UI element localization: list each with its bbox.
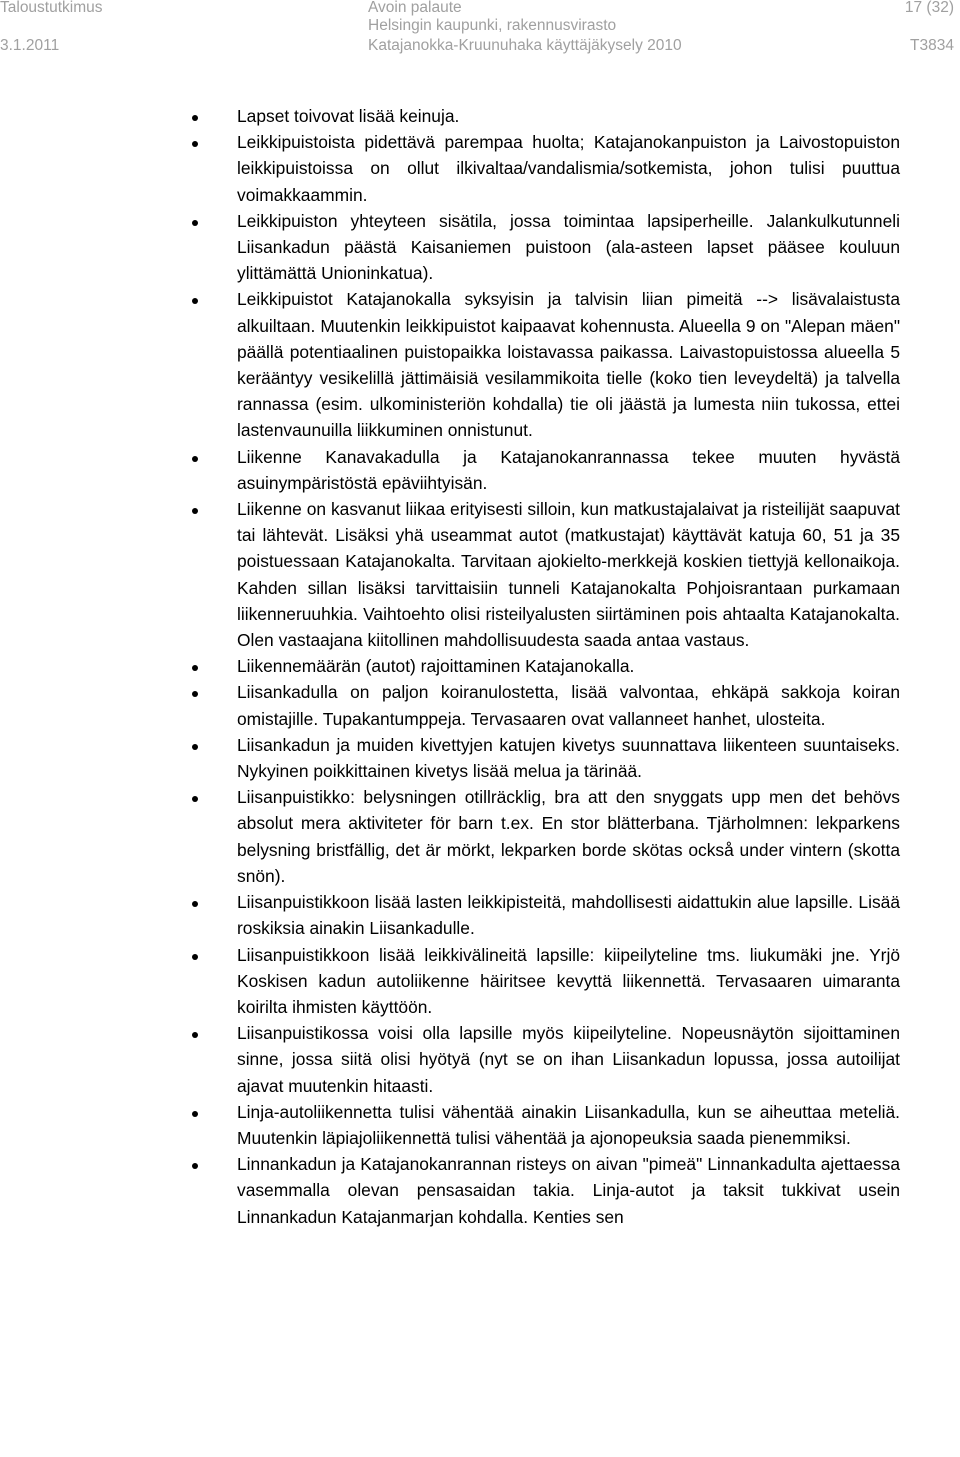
bullet-icon [192, 665, 198, 671]
list-item [192, 496, 900, 653]
bullet-icon [192, 691, 198, 697]
bullet-icon [192, 141, 198, 147]
list-item-text: Linnankadun ja Katajanokanrannan risteys on aivan "pimeä" Linnankadulta ajettaessa vasemmalla olevan pensasaidan takia. Linja-autot ja taksit tukkivat usein Linnankadun Katajanmarjan kohdalla. Kenties sen [237, 1154, 900, 1227]
report-code: T3834 [910, 37, 954, 54]
list-item [192, 129, 900, 208]
list-item [192, 208, 900, 287]
list-item-text: Leikkipuistoista pidettävä parempaa huolta; Katajanokanpuiston ja Laivostopuiston leikkipuistoissa on ollut ilkivaltaa/vandalismia/sotkemista, johon tulisi puuttua voimakkaammin. [237, 132, 900, 205]
list-item-text: Linja-autoliikennetta tulisi vähentää ainakin Liisankadulla, kun se aiheuttaa meteliä. Muutenkin läpiajoliikennettä tulisi vähentää ja ajonopeuksia saada pienemmiksi. [237, 1101, 900, 1148]
list-item [192, 1020, 900, 1099]
feedback-list [192, 103, 900, 1230]
list-item [192, 1151, 900, 1230]
list-item-text: Lapset toivovat lisää keinuja. [237, 106, 460, 126]
list-item-text: Liisanpuistikossa voisi olla lapsille myös kiipeilyteline. Nopeusnäytön sijoittaminen sinne, jossa siitä olisi hyötyä (nyt se on ihan Liisankadun lopussa, jossa autoilijat ajavat muutenkin hitaasti. [237, 1023, 900, 1096]
survey-title: Katajanokka-Kruunuhaka käyttäjäkysely 2010 [368, 37, 682, 54]
list-item-text: Leikkipuiston yhteyteen sisätila, jossa toimintaa lapsiperheille. Jalankulkutunneli Liisankadun päästä Kaisaniemen puistoon (ala-asteen lapset pääsee kouluun ylittämättä Unioninkatua). [237, 210, 900, 284]
list-item [192, 286, 900, 443]
report-date: 3.1.2011 [0, 37, 60, 54]
list-item-text: Liisanpuistikko: belysningen otillräcklig, bra att den snyggats upp men det behövs absolut mera aktiviteter för barn t.ex. En stor blätterbana. Tjärholmnen: lekparkens belysning bristfällig, det är mörkt, lekparken borde skötas också under vintern (skotta snön). [237, 787, 900, 886]
bullet-icon [192, 220, 198, 226]
bullet-icon [192, 744, 198, 750]
list-item [192, 889, 900, 941]
bullet-icon [192, 1111, 198, 1117]
list-item [192, 1099, 900, 1151]
list-item-text: Liisanpuistikkoon lisää leikkivälineitä lapsille: kiipeilyteline tms. liukumäki jne. Yrjö Koskisen kadun autoliikenne häiritsee kevyttä liikennettä. Tervasaaren uimaranta koirilta ihmisten käyttöön. [237, 944, 900, 1017]
list-item-text: Liikenne on kasvanut liikaa erityisesti silloin, kun matkustajalaivat ja risteilijät saapuvat tai lähtevät. Lisäksi yhä useammat autot (matkustajat) käyttävät katuja 60, 51 ja 35 poistuessaan Katajanokalta. Tarvitaan ajokielto-merkkejä koskien tiettyjä kellonaikoja. Kahden sillan lisäksi tarvittaisiin tunneli Katajanokalta Pohjoisrantaan purkamaan liikenneruuhkia. Vaihtoehto olisi risteilyalusten siirtäminen pois ahtaalta Katajanokalta. Olen vastaajana kiitollinen mahdollisuudesta saada antaa vastaus. [237, 499, 900, 651]
list-item-text: Leikkipuistot Katajanokalla syksyisin ja talvisin liian pimeitä --> lisävalaistusta alkuiltaan. Muutenkin leikkipuistot kaipaavat kohennusta. Alueella 9 on "Alepan mäen" päällä potentiaalinen puistopaikka loistavassa paikassa. Laivastopuistossa alueella 5 kerääntyy vesikelillä jättimäisiä vesilammikoita tielle (koko tien leveydeltä) ja talvella rannassa (esim. ulkoministeriön kohdalla) tie oli jäästä ja lumesta niin tukossa, ettei lastenvaunuilla liikkuminen onnistunut. [237, 289, 900, 441]
list-item-text: Liikennemäärän (autot) rajoittaminen Katajanokalla. [237, 656, 635, 677]
list-item [192, 732, 900, 784]
list-item [192, 653, 900, 679]
list-item-text: Liisanpuistikkoon lisää lasten leikkipisteitä, mahdollisesti aidattukin alue lapsille. Lisää roskiksia ainakin Liisankadulle. [237, 892, 900, 939]
list-item [192, 942, 900, 1021]
list-item [192, 784, 900, 889]
bullet-icon [192, 796, 198, 802]
bullet-icon [192, 1032, 198, 1038]
list-item-text: Liikenne Kanavakadulla ja Katajanokanrannassa tekee muuten hyvästä asuinympäristöstä epäviihtyisän. [237, 446, 900, 493]
bullet-icon [192, 901, 198, 907]
bullet-icon [192, 508, 198, 514]
bullet-icon [192, 456, 198, 462]
bullet-icon [192, 1163, 198, 1169]
list-item-text: Liisankadun ja muiden kivettyjen katujen kivetys suunnattava liikenteen suuntaiseks. Nykyinen poikkittainen kivetys lisää melua ja tärinää. [237, 734, 900, 782]
bullet-icon [192, 298, 198, 304]
bullet-icon [192, 115, 198, 121]
bullet-icon [192, 954, 198, 960]
list-item [192, 103, 900, 129]
list-item [192, 679, 900, 731]
list-item-text: Liisankadulla on paljon koiranulostetta, lisää valvontaa, ehkäpä sakkoja koiran omistajille. Tupakantumppeja. Tervasaaren ovat vallanneet hanhet, ulosteita. [237, 682, 900, 729]
list-item [192, 444, 900, 496]
page-number: 17 (32) [904, 0, 954, 16]
page-header [0, 0, 960, 62]
feedback-list-container [192, 103, 900, 1230]
company-name: Taloustutkimus [0, 0, 103, 16]
section-title: Avoin palaute [368, 0, 462, 16]
client-name: Helsingin kaupunki, rakennusvirasto [368, 17, 617, 34]
